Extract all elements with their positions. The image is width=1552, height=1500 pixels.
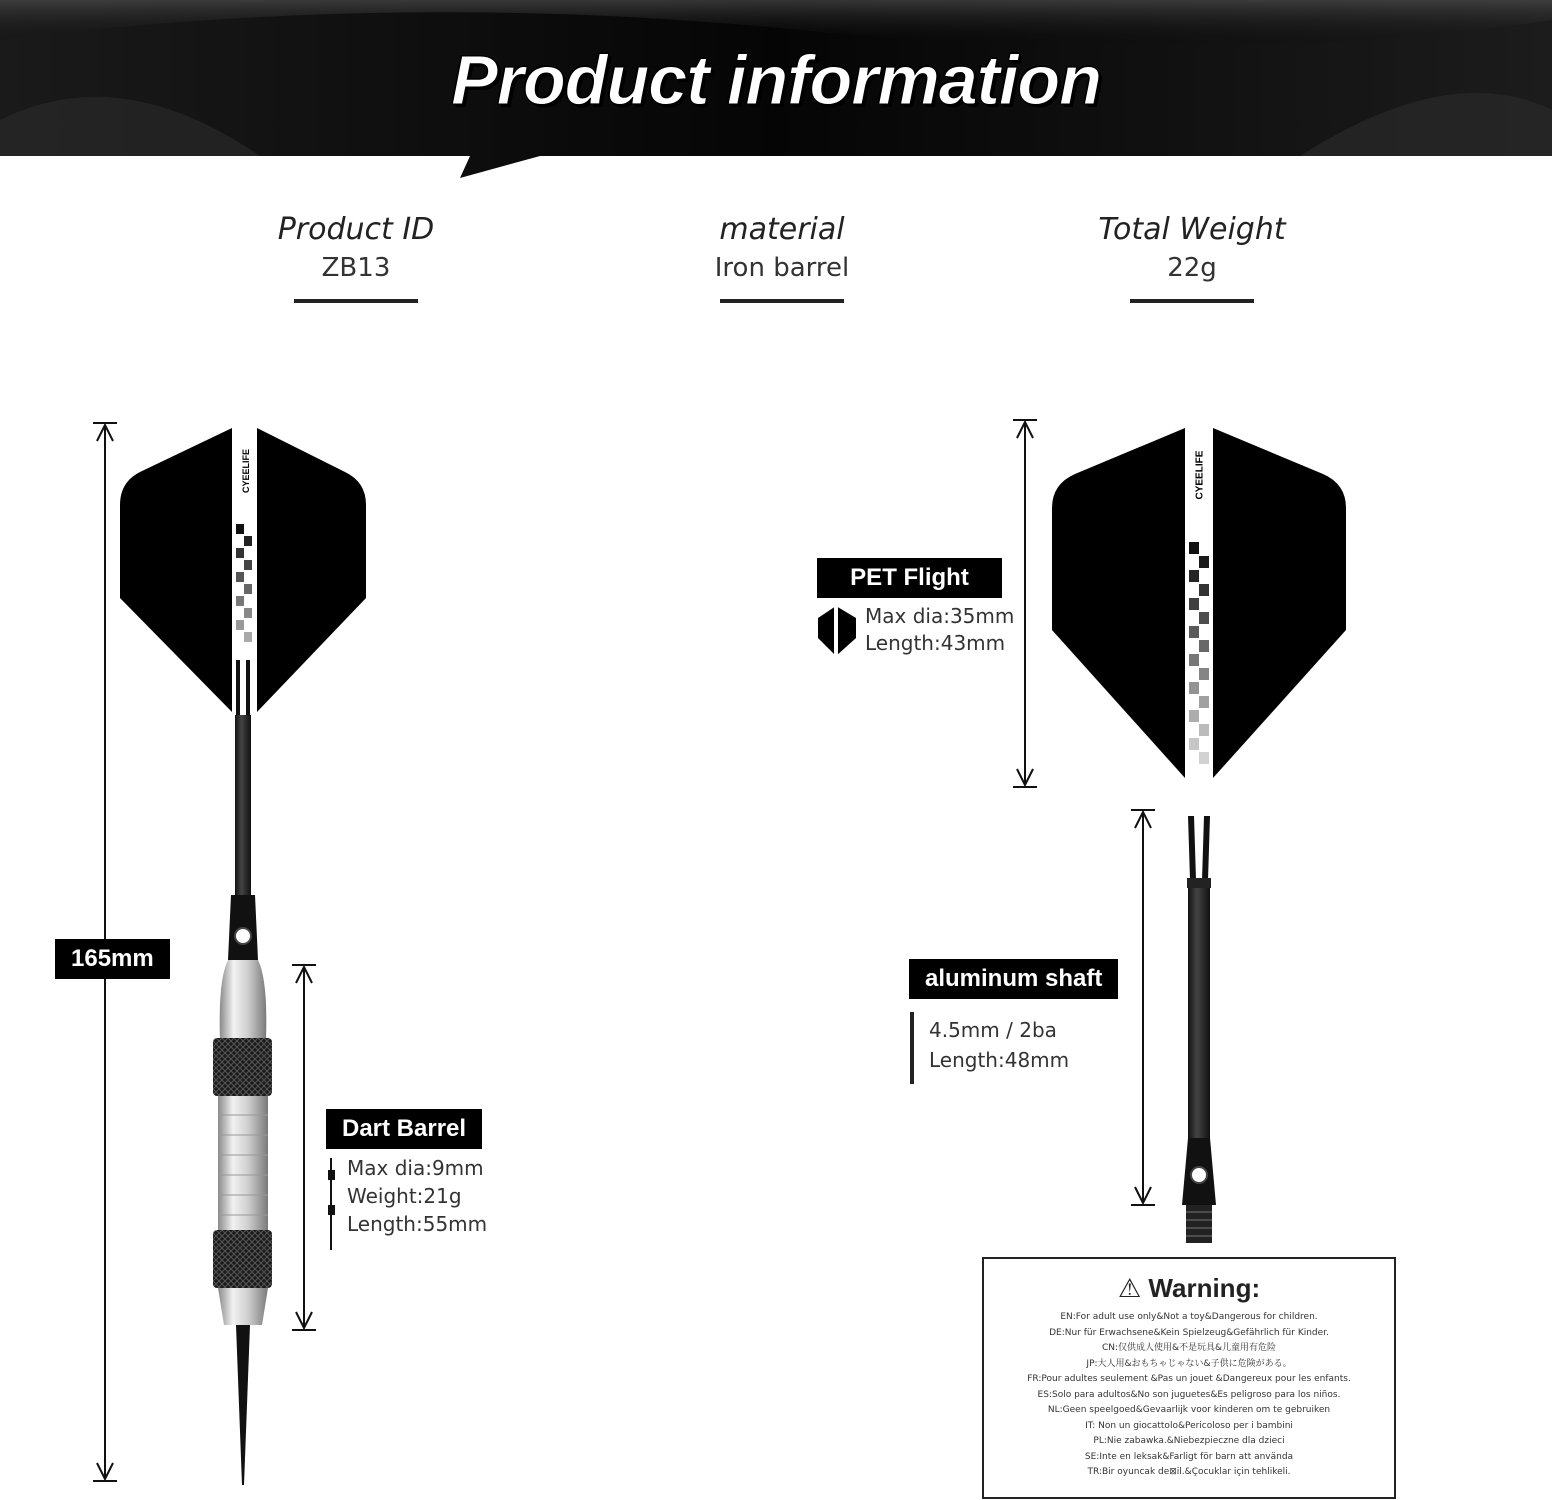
- warning-heading: [984, 1273, 1394, 1304]
- warning-line: JP:大人用&おもちゃじゃない&子供に危険がある。: [1086, 1358, 1292, 1369]
- warning-line: EN:For adult use only&Not a toy&Dangerous for children.: [1060, 1312, 1318, 1322]
- total-length-tag: 165mm: [55, 939, 170, 979]
- pet-flight-spec: Length:43mm: [865, 631, 1006, 655]
- dart-barrel-spec: Weight:21g: [347, 1184, 462, 1208]
- shaft-illustration: [1182, 816, 1216, 1243]
- shaft-length-dimension: [1131, 810, 1155, 1205]
- warning-line: ES:Solo para adultos&No son juguetes&Es peligroso para los niños.: [1037, 1389, 1341, 1400]
- spec-value: Iron barrel: [714, 253, 850, 283]
- aluminum-shaft-spec: 4.5mm / 2ba: [929, 1018, 1057, 1042]
- spec-label: Product ID: [277, 212, 435, 247]
- warning-line: PL:Nie zabawka.&Niebezpieczne dla dzieci: [1093, 1436, 1285, 1446]
- flight-brand-label-2: CYEELIFE: [1194, 450, 1206, 500]
- warning-title: Warning:: [1148, 1273, 1261, 1303]
- barrel-length-dimension: [292, 965, 316, 1330]
- warning-line: SE:Inte en leksak&Farligt för barn att använda: [1084, 1451, 1294, 1462]
- warning-line: IT: Non un giocattolo&Pericoloso per i bambini: [1085, 1420, 1293, 1431]
- flight-mini-icon: [818, 606, 856, 656]
- dart-barrel-tag: Dart Barrel: [326, 1109, 482, 1149]
- aluminum-shaft-spec: Length:48mm: [929, 1048, 1070, 1072]
- dart-barrel-spec: Max dia:9mm: [347, 1156, 484, 1180]
- warning-box: [982, 1257, 1396, 1499]
- warning-line: DE:Nur für Erwachsene&Kein Spielzeug&Gefährlich für Kinder.: [1049, 1327, 1329, 1338]
- spec-label: Total Weight: [1098, 212, 1286, 247]
- warning-text: [984, 1310, 1394, 1481]
- shaft-mini-icon: [910, 1012, 914, 1084]
- spec-value: ZB13: [321, 253, 391, 283]
- warning-line: NL:Geen speelgoed&Gevaarlijk voor kinderen om te gebruiken: [1047, 1405, 1331, 1415]
- pet-flight-spec: Max dia:35mm: [865, 604, 1015, 628]
- flight-length-dimension: [1013, 420, 1037, 787]
- barrel-mini-icon: [328, 1158, 335, 1250]
- warning-triangle-icon: ⚠: [1117, 1274, 1142, 1304]
- warning-line: FR:Pour adultes seulement &Pas un jouet &Dangereux pour les enfants.: [1027, 1374, 1351, 1384]
- banner-title: Product information: [451, 41, 1101, 119]
- dart-barrel-spec: Length:55mm: [347, 1212, 488, 1236]
- spec-label: material: [719, 212, 845, 247]
- warning-line: TR:Bir oyuncak de⊠il.&Çocuklar için tehlikeli.: [1087, 1467, 1291, 1477]
- flight-brand-label: CYEELIFE: [241, 448, 251, 493]
- aluminum-shaft-tag: aluminum shaft: [909, 959, 1118, 999]
- spec-value: 22g: [1167, 253, 1217, 283]
- warning-line: CN:仅供成人使用&不是玩具&儿童用有危险: [1101, 1343, 1277, 1353]
- pet-flight-tag: PET Flight: [817, 558, 1002, 598]
